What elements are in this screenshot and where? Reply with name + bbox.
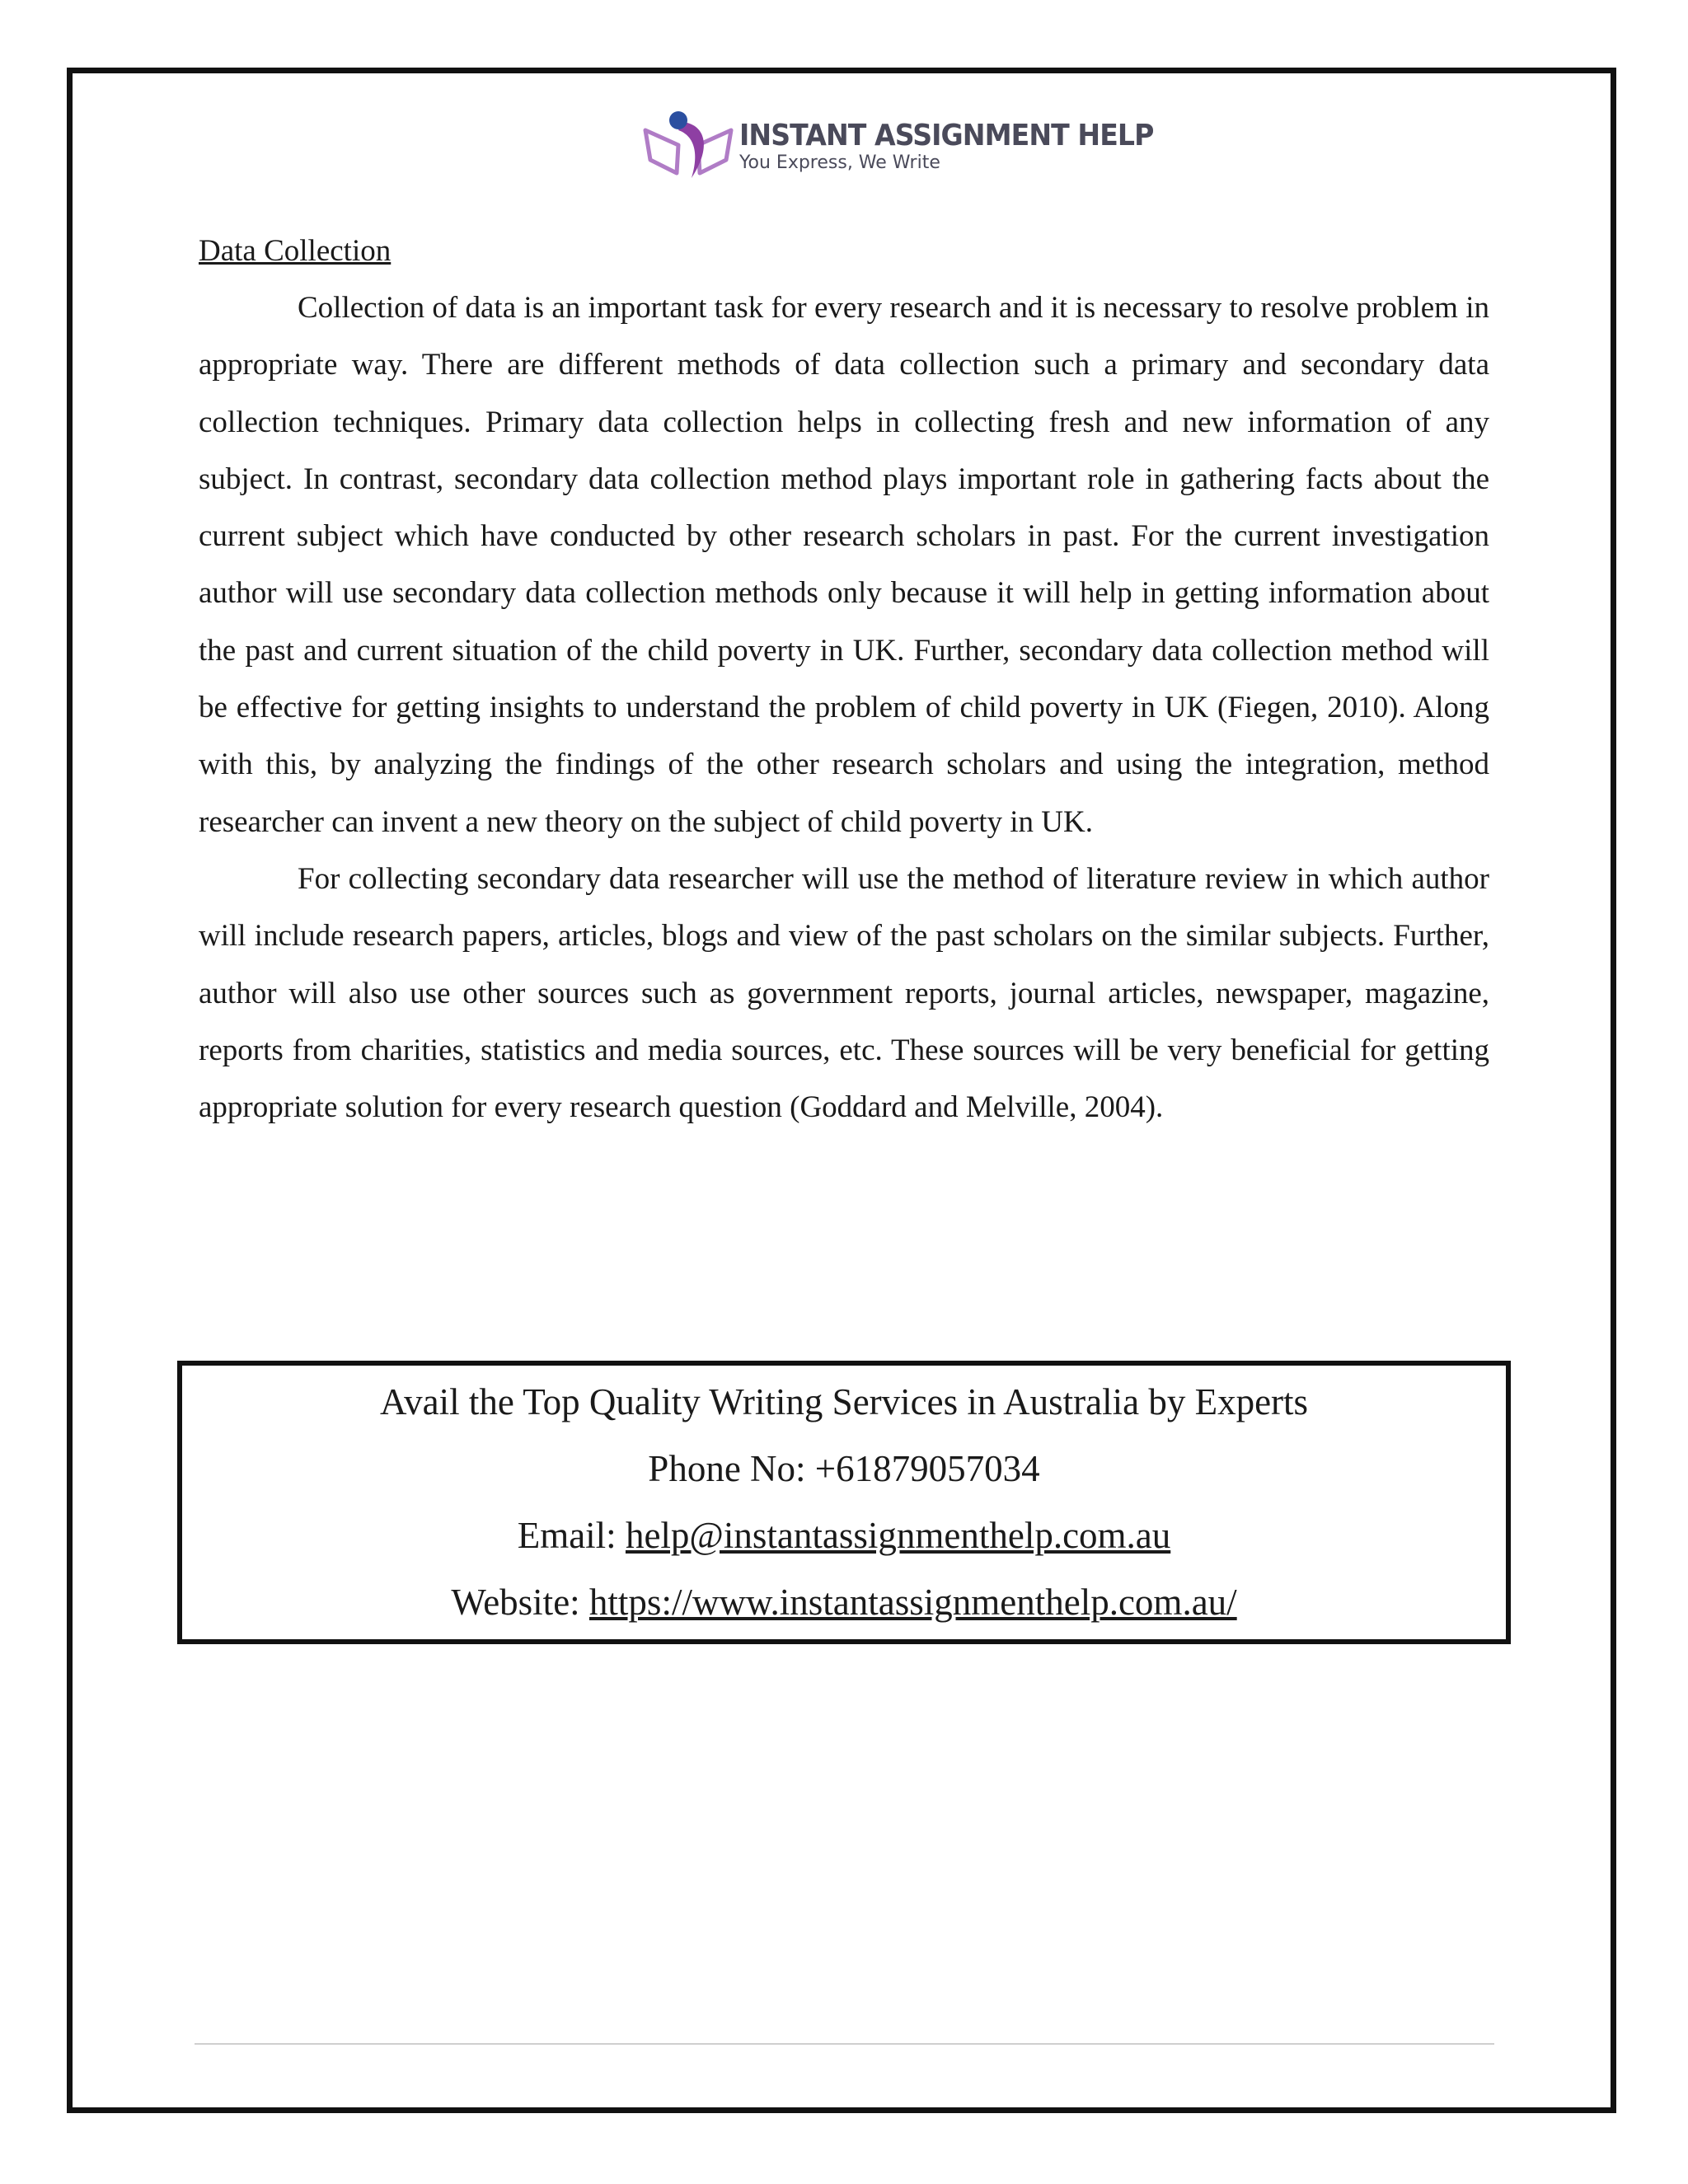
brand-name: INSTANT ASSIGNMENT HELP xyxy=(739,119,1154,152)
brand-logo[interactable] xyxy=(639,97,1154,196)
website-link[interactable]: https://www.instantassignmenthelp.com.au/ xyxy=(588,1582,1237,1623)
email-line xyxy=(518,1502,1171,1569)
contact-box xyxy=(177,1361,1511,1644)
brand-tagline: You Express, We Write xyxy=(739,152,940,173)
document-body xyxy=(199,223,1489,1136)
cta-headline: Avail the Top Quality Writing Services in Australia by Experts xyxy=(379,1381,1309,1422)
body-paragraph-1: Collection of data is an important task for every research and it is necessary to resolve problem in appropriate way. There are different methods of data collection such a primary and secondary data collection techniques. Primary data collection helps in collecting fresh and new information of any subject. In contrast, secondary data collection method plays important role in gathering facts about the current subject which have conducted by other research scholars in past. For the current investigation author will use secondary data collection methods only because it will help in getting information about the past and current situation of the child poverty in UK. Further, secondary data collection method will be effective for getting insights to understand the problem of child poverty in UK (Fiegen, 2010). Along with this, by analyzing the findings of the other research scholars and using the integration, method researcher can invent a new theory on the subject of child poverty in UK. xyxy=(199,291,1489,839)
email-link[interactable]: help@instantassignmenthelp.com.au xyxy=(625,1515,1171,1556)
footer-divider xyxy=(195,2043,1494,2045)
website-line xyxy=(451,1569,1236,1636)
brand-text xyxy=(739,120,1189,174)
website-label: Website: xyxy=(451,1582,589,1623)
body-paragraph-2: For collecting secondary data researcher will use the method of literature review in which author will include research papers, articles, blogs and view of the past scholars on the similar subjects. Further, author will also use other sources such as government reports, journal articles, newspaper, magazine, reports from charities, statistics and media sources, etc. These sources will be very beneficial for getting appropriate solution for every research question (Goddard and Melville, 2004). xyxy=(199,861,1489,1125)
email-label: Email: xyxy=(517,1515,626,1556)
section-heading: Data Collection xyxy=(199,234,392,268)
person-with-open-book-icon xyxy=(639,97,738,196)
phone-number: Phone No: +61879057034 xyxy=(648,1448,1040,1489)
